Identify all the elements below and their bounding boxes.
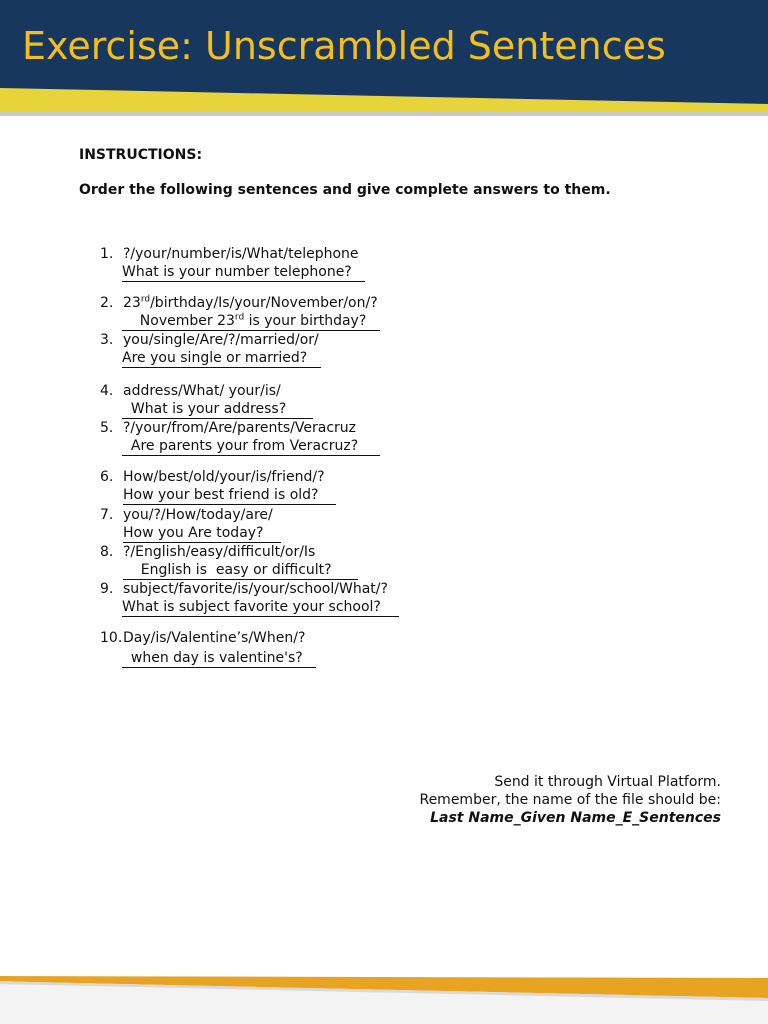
question-prompt: subject/favorite/is/your/school/What/? xyxy=(123,581,388,597)
answer-text: English is easy or difficult? xyxy=(123,562,359,578)
question-prompt: you/?/How/today/are/ xyxy=(123,507,273,523)
question-prompt: How/best/old/your/is/friend/? xyxy=(123,469,325,485)
list-item xyxy=(0,382,768,422)
list-item xyxy=(0,419,768,459)
question-prompt: ?/your/from/Are/parents/Veracruz xyxy=(123,420,357,436)
question-prompt: Day/is/Valentine’s/When/? xyxy=(123,630,306,646)
question-prompt xyxy=(123,294,378,312)
list-item xyxy=(0,543,768,583)
question-number: 1. xyxy=(100,246,114,262)
answer-part: November 23 xyxy=(122,313,235,329)
list-item xyxy=(0,245,768,285)
question-number: 7. xyxy=(100,507,114,523)
question-prompt: address/What/ your/is/ xyxy=(123,383,281,399)
submission-line: Send it through Virtual Platform. xyxy=(494,774,721,790)
page-title: Exercise: Unscrambled Sentences xyxy=(22,24,666,68)
list-item xyxy=(0,629,768,669)
question-prompt: ?/your/number/is/What/telephone xyxy=(123,246,359,262)
question-number: 4. xyxy=(100,383,114,399)
instructions-text: Order the following sentences and give complete answers to them. xyxy=(79,182,611,198)
question-number: 2. xyxy=(100,295,114,311)
header-shadow-line xyxy=(0,112,768,116)
question-number: 9. xyxy=(100,581,114,597)
question-prompt: you/single/Are/?/married/or/ xyxy=(123,332,319,348)
question-number: 6. xyxy=(100,469,114,485)
list-item xyxy=(0,580,768,620)
answer-text: Are parents your from Veracruz? xyxy=(122,438,381,454)
question-number: 3. xyxy=(100,332,114,348)
answer-text: What is subject favorite your school? xyxy=(122,599,399,615)
question-number: 10. xyxy=(100,630,123,646)
prompt-part: 23 xyxy=(123,295,141,311)
list-item xyxy=(0,294,768,334)
answer-text: What is your number telephone? xyxy=(122,264,366,280)
instructions-heading: INSTRUCTIONS: xyxy=(79,147,203,163)
answer-text: when day is valentine's? xyxy=(122,650,317,666)
answer-superscript: rd xyxy=(234,312,245,323)
footer-band xyxy=(0,970,768,1024)
header-banner xyxy=(0,0,768,120)
question-number: 8. xyxy=(100,544,114,560)
prompt-part: /birthday/Is/your/November/on/? xyxy=(150,295,378,311)
list-item xyxy=(0,331,768,371)
question-number: 5. xyxy=(100,420,114,436)
list-item xyxy=(0,468,768,508)
answer-text: How you Are today? xyxy=(123,525,282,541)
submission-note xyxy=(419,773,721,827)
answer-text: Are you single or married? xyxy=(122,350,321,366)
answer-text xyxy=(122,312,380,331)
prompt-superscript: rd xyxy=(140,294,151,305)
answer-text: How your best friend is old? xyxy=(123,487,337,503)
question-prompt: ?/English/easy/difficult/or/Is xyxy=(123,544,316,560)
answer-part: is your birthday? xyxy=(244,313,380,329)
footer-graphic xyxy=(0,970,768,1024)
list-item xyxy=(0,506,768,546)
answer-text: What is your address? xyxy=(122,401,313,417)
filename-format: Last Name_Given Name_E_Sentences xyxy=(430,810,721,826)
filename-instruction: Remember, the name of the file should be: xyxy=(419,792,721,808)
